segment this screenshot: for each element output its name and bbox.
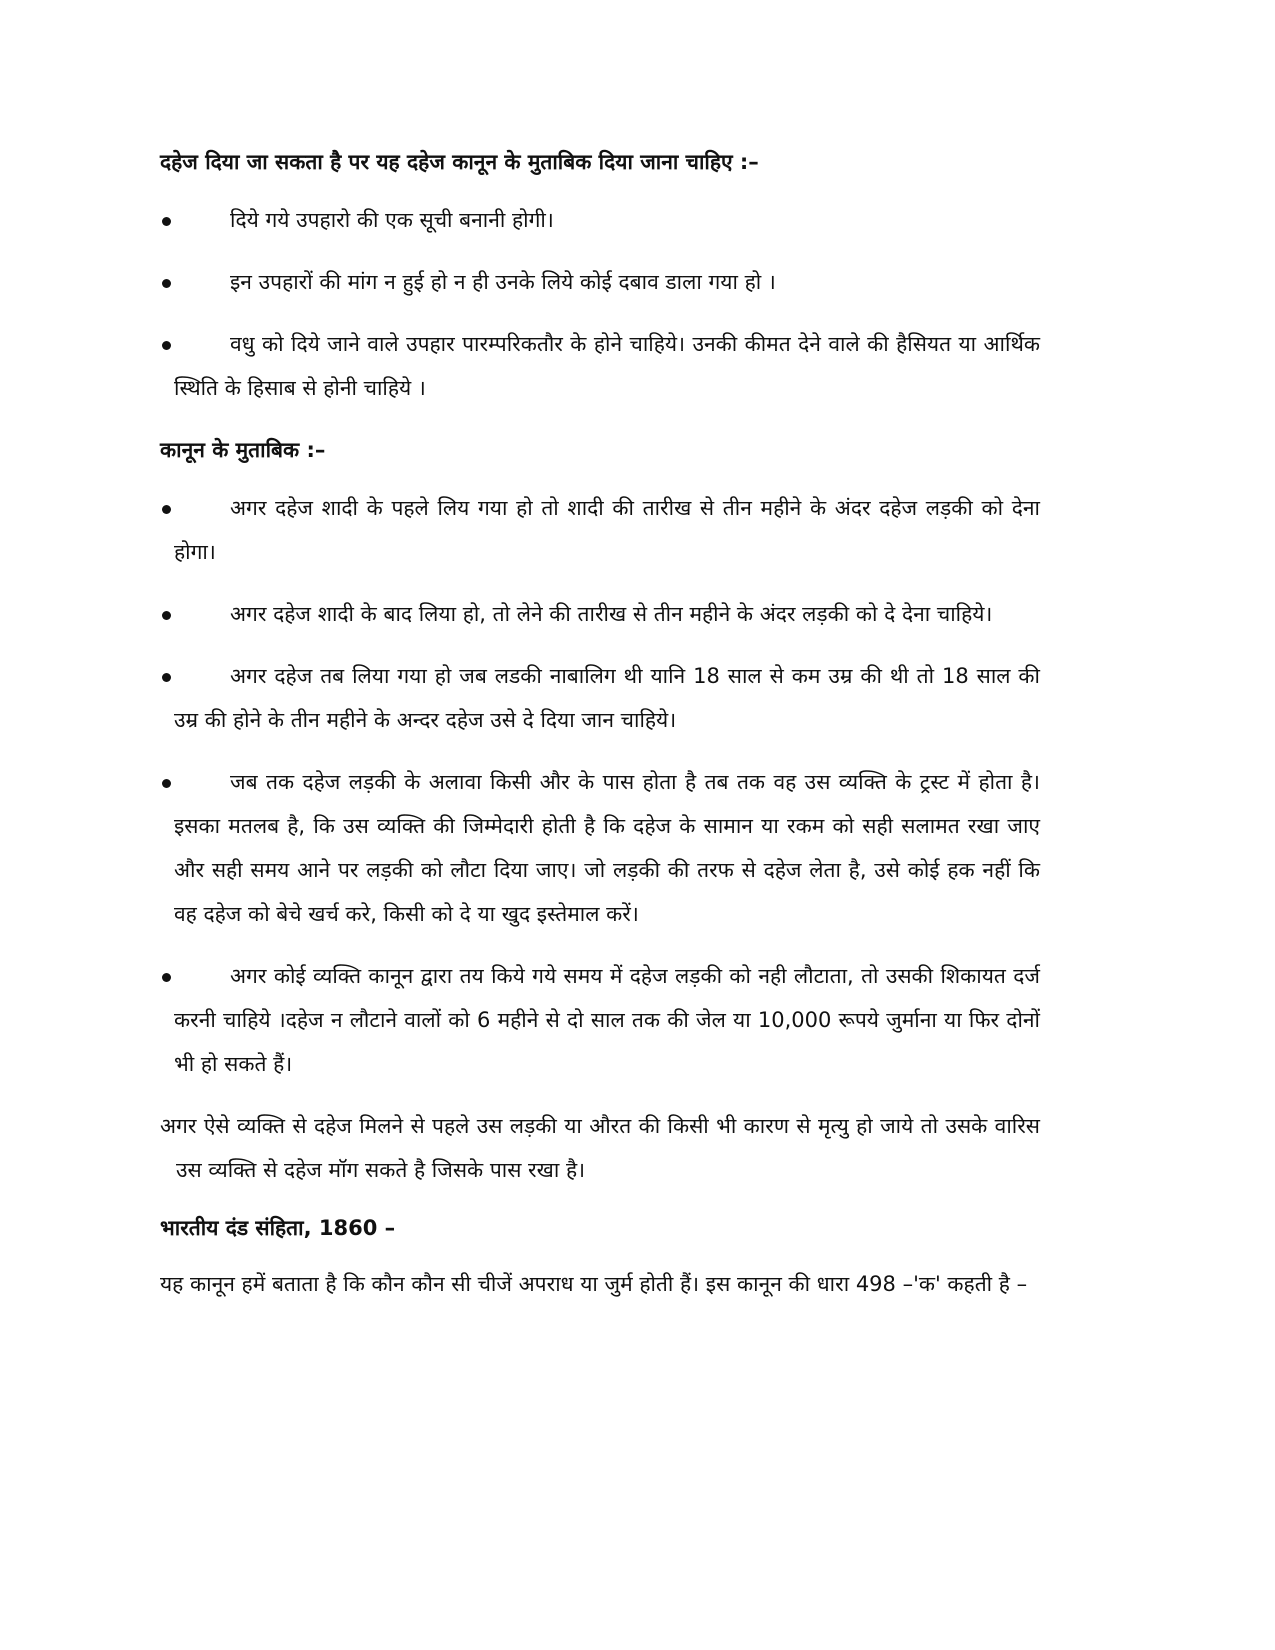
list-item (160, 954, 1040, 1086)
bullet-icon (162, 505, 171, 514)
list-item (160, 486, 1040, 574)
bullet-icon (162, 217, 171, 226)
bullet-icon (162, 341, 171, 350)
list-item-text: अगर दहेज शादी के पहले लिय गया हो तो शादी की तारीख से तीन महीने के अंदर दहेज लड़की को देना होगा। (174, 496, 1040, 564)
ipc-paragraph: यह कानून हमें बताता है कि कौन कौन सी चीजें अपराध या जुर्म होती हैं। इस कानून की धारा 498 –'क' कहती है – (160, 1272, 1028, 1296)
closing-paragraph: अगर ऐसे व्यक्ति से दहेज मिलने से पहले उस लड़की या औरत की किसी भी कारण से मृत्यु हो जाये तो उसके वारिस उस व्यक्ति से दहेज मॉग सकते है जिसके पास रखा है। (160, 1114, 1040, 1182)
legal-provisions-list (160, 486, 1040, 1086)
bullet-icon (162, 673, 171, 682)
section-heading-dowry-rules: दहेज दिया जा सकता है पर यह दहेज कानून के मुताबिक दिया जाना चाहिए :– (160, 150, 759, 174)
bullet-icon (162, 279, 171, 288)
list-item (160, 654, 1040, 742)
list-item (160, 322, 1040, 410)
list-item-text: इन उपहारों की मांग न हुई हो न ही उनके लिये कोई दबाव डाला गया हो । (230, 270, 776, 294)
list-item (160, 198, 1040, 242)
document-content (160, 140, 1040, 1320)
section-heading-ipc: भारतीय दंड संहिता, 1860 – (160, 1216, 396, 1240)
list-item-text: अगर कोई व्यक्ति कानून द्वारा तय किये गये समय में दहेज लड़की को नही लौटाता, तो उसकी शिकायत दर्ज करनी चाहिये ।दहेज न लौटाने वालों को 6 महीने से दो साल तक की जेल या 10,000 रूपये जुर्माना या फिर दोनों भी हो सकते हैं। (174, 964, 1040, 1076)
list-item (160, 760, 1040, 936)
list-item-text: जब तक दहेज लड़की के अलावा किसी और के पास होता है तब तक वह उस व्यक्ति के ट्रस्ट में होता है। इसका मतलब है, कि उस व्यक्ति की जिम्मेदारी होती है कि दहेज के सामान या रकम को सही सलामत रखा जाए और सही समय आने पर लड़की को लौटा दिया जाए। जो लड़की की तरफ से दहेज लेता है, उसे कोई हक नहीं कि वह दहेज को बेचे खर्च करे, किसी को दे या खुद इस्तेमाल करें। (174, 770, 1040, 926)
bullet-icon (162, 973, 171, 982)
dowry-conditions-list (160, 198, 1040, 410)
list-item-text: दिये गये उपहारो की एक सूची बनानी होगी। (230, 208, 554, 232)
bullet-icon (162, 779, 171, 788)
list-item-text: वधु को दिये जाने वाले उपहार पारम्परिकतौर के होने चाहिये। उनकी कीमत देने वाले की हैसियत या आर्थिक स्थिति के हिसाब से होनी चाहिये । (174, 332, 1040, 400)
list-item (160, 592, 1040, 636)
bullet-icon (162, 611, 171, 620)
list-item-text: अगर दहेज तब लिया गया हो जब लडकी नाबालिग थी यानि 18 साल से कम उम्र की थी तो 18 साल की उम्र की होने के तीन महीने के अन्दर दहेज उसे दे दिया जान चाहिये। (174, 664, 1040, 732)
section-heading-as-per-law: कानून के मुताबिक :– (160, 438, 326, 462)
list-item-text: अगर दहेज शादी के बाद लिया हो, तो लेने की तारीख से तीन महीने के अंदर लड़की को दे देना चाहिये। (230, 602, 993, 626)
list-item (160, 260, 1040, 304)
